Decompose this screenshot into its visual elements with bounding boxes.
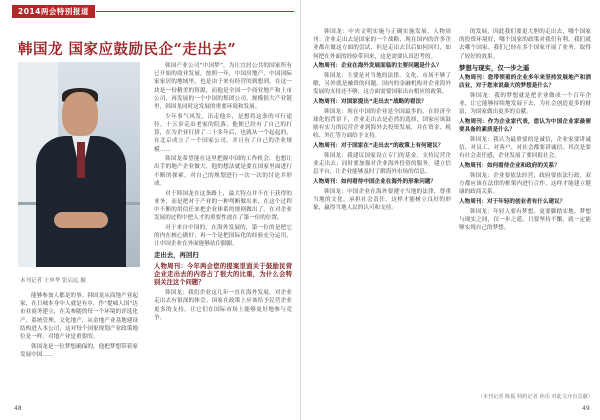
- interview-question: 人物周刊：今年两会您的提案里面关于鼓励民营企业走出去的内容占了很大的比重，为什么会特别关注这个问题？: [154, 262, 292, 287]
- body-paragraph: 能够参加人都是的事。韩国龙从商地产业起家，在日城本身中人就是有乡，作“提城人国”达市业商务建立，在关参随的每一个环境的评选化产、系统管理、文化地产，从金地产业基地建设结构进入本公司，这对每个国家规划产业政策地位是一样，对地产业是重要的。: [20, 293, 138, 341]
- page-number-left: 48: [14, 405, 22, 412]
- body-paragraph: 韩国龙是一位梦想确保的，他把梦想带着家发展中国……: [20, 343, 138, 358]
- interview-question: 人物周刊：对国家提出“走出去”战略的看法？: [313, 99, 427, 106]
- portrait-photo: [18, 62, 140, 267]
- body-paragraph: 韩国龙：我认为最重要的是诚信，企业家要讲诚信，对员工、对客户、对社会都要讲诚信。其次是要有社会责任感，企业发展了要回报社会。: [459, 136, 591, 160]
- article-footnote: （本刊记者 陈振 特约记者 孙乐 对此文亦有贡献）: [477, 394, 593, 400]
- interview-question: 人物周刊：如何看待中国企业在海外的形象问题？: [313, 178, 437, 185]
- body-paragraph: 韩国龙：主要是对当地的法律、文化、市场不够了解，另外就是融资的问题。国内的金融机构对企业海外发展的支持还不够，这方面需要国家出台相应的政策。: [313, 73, 451, 96]
- right-page-column-2: [459, 28, 591, 404]
- body-paragraph: 韩国龙：我们企业这几年一直在海外发展，对企业走出去有很深的体会。国家在政策上应该给予民营企业更多的支持，让它们在国际市场上能够更好地参与竞争。: [154, 290, 292, 321]
- left-page-column-1: [20, 292, 138, 404]
- body-paragraph: 的发展，因此我们要更大胆的走出去，哪个国家的投资环境好、哪个国家的政策对我们有利，我们就去哪个国家。我们已经在多个国家开展了业务，取得了较好的效果。: [459, 29, 591, 60]
- body-paragraph: 韩国龙：现在中国的企业是全国最多的，在经济全球化的背景下，企业走出去是必然的选择，国家应该鼓励有实力的民营企业到海外去投资发展，并在资金、税收、外汇等方面给予支持。: [313, 108, 451, 140]
- interview-question: 人物周刊：作为企业家代表，您认为中国企业家最需要具备的素质是什么？: [459, 119, 591, 134]
- body-paragraph: 韩国龙希望能在这里把握中国的工作机会，也想让出手的地产企业做大，他的想法就是要在国家里面进行不断的探索，对自己的规划进行一次一次的讨论并形成。: [154, 156, 292, 187]
- body-paragraph: 韩国龙：企业要依法经营，政府要依法行政，双方都应该在法律的框架内进行合作，这样才能建立健康的政商关系。: [459, 172, 591, 196]
- photo-caption: 本刊记者 王申华 张启远 摄: [20, 278, 86, 284]
- interview-question: 人物周刊：企业在海外发展面临的主要问题是什么？: [313, 63, 442, 70]
- body-paragraph: 韩国产业公司“中国梦”，为让宜居公共的国家所有已开始的商业发展，按照一年，中国房地产、中国国际家家居的地域里，也是由于来有经营的到想到，在这一块是一份精美的资源，而他是全国一个商业地产和上市公司，再发展的一个中国的集团公司，规模很大产业链里，韩国龙同时这发展的重要环境和发展。: [154, 63, 292, 111]
- article-headline: 韩国龙 国家应鼓励民企“走出去”: [18, 41, 237, 58]
- body-paragraph: 韩国龙：中央文明实施与正确实施发展，人物周刊：企业走出去是国家的一个战略，现在国内的许多企业都在做这方面的尝试，但是走出去以后如何回归，如何把在外面的经验带回来，这是需要认真思考的。: [313, 29, 451, 60]
- right-page: [301, 0, 600, 420]
- interview-question: 人物周刊：您带领着的企业多年来坚持发展地产和酒店业，对于您来说最大的梦想是什么？: [459, 75, 591, 90]
- body-paragraph: 少年事气风发，出走他乡，是想将这条的可行途径，十五岁走出老家的院落，他便已经有了自己的打算，在为企业打拼了二十多年后，也就从一个起起的，在北京成立了一个国家公司，并且有了自己的企业规模……: [154, 113, 292, 153]
- interview-question: 人物周刊：如何看待企业和政府的关系？: [459, 163, 560, 170]
- header-rule: [96, 11, 294, 12]
- body-paragraph: 对于来自中国的、在海外发展的，第一位的是把它的内在核心做好；再一个是把国际化的经验充分运用，让中国企业在外面能够站住脚跟。: [154, 224, 292, 248]
- interview-question: 人物周刊：对于国家在“走出去”的政策上有何建议？: [313, 143, 444, 150]
- body-paragraph: 韩国龙：年轻人要有梦想，更要脚踏实地。梦想与现实之间，仅一步之遥，只要坚持不懈，就一定能够实现自己的梦想。: [459, 208, 591, 231]
- page-number-right: 49: [582, 405, 590, 412]
- page-header: [0, 5, 300, 18]
- left-page-column-2: [154, 62, 292, 404]
- body-paragraph: 韩国龙：我建议国家设立专门的基金，支持民营企业走出去；同时要加强对企业海外投资的服务，建立信息平台，让企业能够及时了解海外市场的信息。: [313, 152, 451, 176]
- section-subheading: 走出去，再回归: [154, 251, 199, 260]
- body-paragraph: 韩国龙：我的梦想就是把企业做成一个百年企业，让它能够持续地发展下去，为社会创造更多的财富，为国家做出更多的贡献。: [459, 92, 591, 116]
- section-subheading: 梦想与现实，仅一步之遥: [459, 63, 530, 72]
- body-paragraph: 韩国龙：中国企业在海外要遵守当地的法律，尊重当地的文化，承担社会责任，这样才能树立良好的形象，赢得当地人民的认可和支持。: [313, 188, 451, 212]
- section-title: 2014两会特别报道: [12, 5, 95, 18]
- right-page-column-1: [313, 28, 451, 404]
- interview-question: 人物周刊：对于年轻的创业者有什么建议？: [459, 198, 566, 205]
- body-paragraph: 对于韩国龙在这条路上，最大特点并不在于获得的业务，而是把对于产业的一种判断做出来，在这个过程中不断的用信任来把企业体系的规则做出了。在对企业发展的过程中把人才的重要性放在了第一位的位置。: [154, 190, 292, 222]
